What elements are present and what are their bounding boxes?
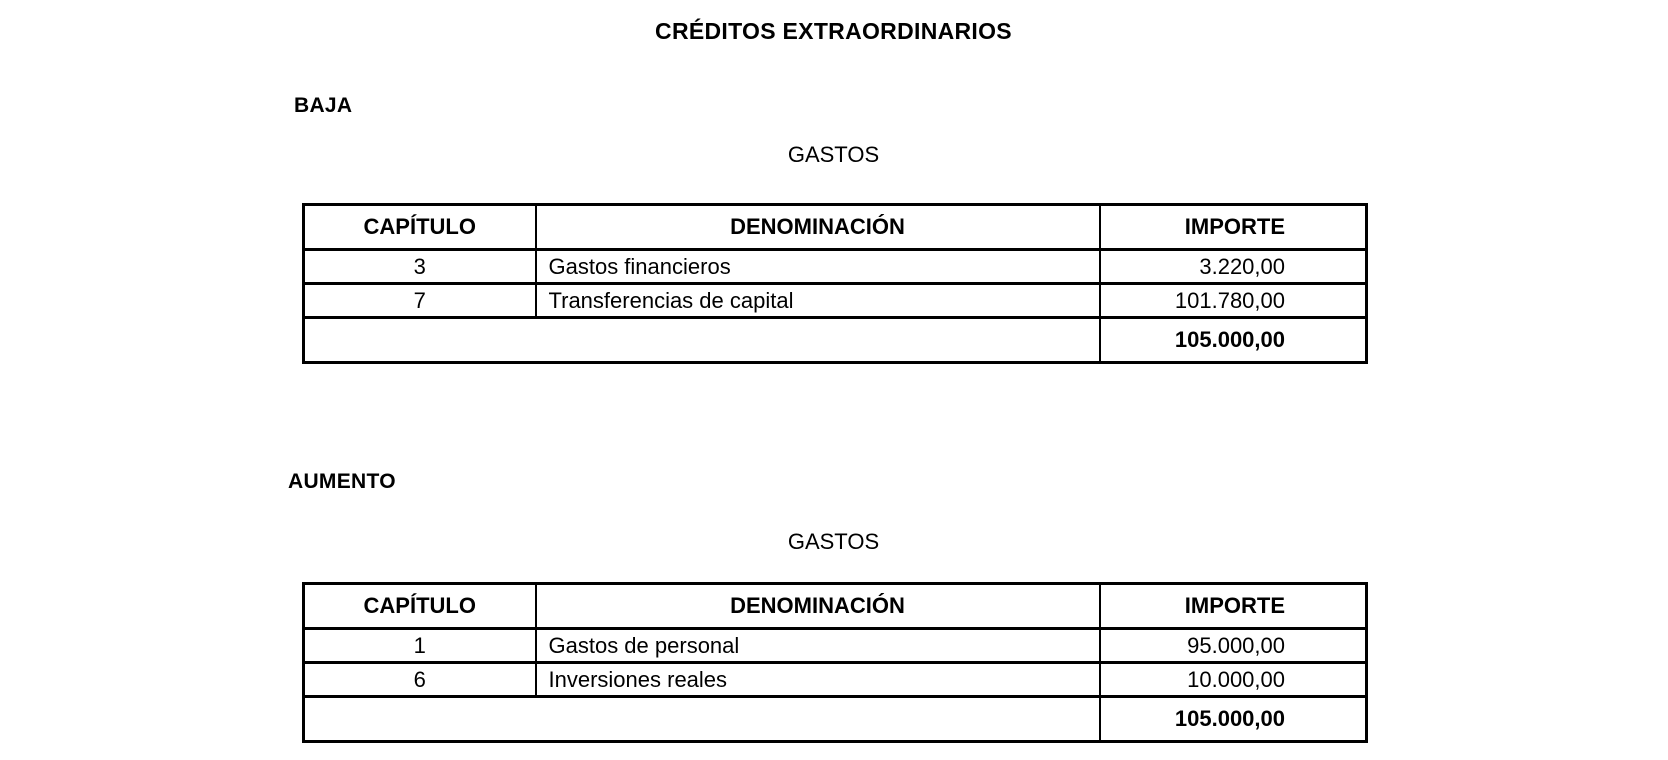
document-title: CRÉDITOS EXTRAORDINARIOS	[655, 18, 1012, 44]
header-capitulo: CAPÍTULO	[304, 205, 536, 250]
table-aumento-gastos	[302, 582, 1368, 743]
cell-importe: 101.780,00	[1100, 284, 1367, 318]
table-row	[304, 284, 1367, 318]
header-denominacion: DENOMINACIÓN	[536, 205, 1100, 250]
table-row	[304, 663, 1367, 697]
cell-denominacion: Gastos de personal	[536, 629, 1100, 663]
cell-denominacion: Transferencias de capital	[536, 284, 1100, 318]
header-importe: IMPORTE	[1100, 584, 1367, 629]
table-header-row	[304, 584, 1367, 629]
table-baja-gastos	[302, 203, 1368, 364]
cell-capitulo: 7	[304, 284, 536, 318]
total-empty-cell	[304, 318, 1100, 363]
table-subtitle-gastos-baja: GASTOS	[787, 142, 880, 167]
cell-denominacion: Inversiones reales	[536, 663, 1100, 697]
table-header-row	[304, 205, 1367, 250]
cell-importe: 95.000,00	[1100, 629, 1367, 663]
cell-denominacion: Gastos financieros	[536, 250, 1100, 284]
cell-importe: 10.000,00	[1100, 663, 1367, 697]
table-total-row	[304, 318, 1367, 363]
header-capitulo: CAPÍTULO	[304, 584, 536, 629]
total-importe: 105.000,00	[1100, 318, 1367, 363]
table-total-row	[304, 697, 1367, 742]
cell-capitulo: 3	[304, 250, 536, 284]
table-row	[304, 629, 1367, 663]
total-importe: 105.000,00	[1100, 697, 1367, 742]
cell-capitulo: 1	[304, 629, 536, 663]
table-subtitle-gastos-aumento: GASTOS	[787, 529, 880, 554]
total-empty-cell	[304, 697, 1100, 742]
section-label-baja: BAJA	[294, 94, 353, 117]
header-denominacion: DENOMINACIÓN	[536, 584, 1100, 629]
cell-importe: 3.220,00	[1100, 250, 1367, 284]
header-importe: IMPORTE	[1100, 205, 1367, 250]
section-label-aumento: AUMENTO	[288, 470, 396, 493]
cell-capitulo: 6	[304, 663, 536, 697]
table-row	[304, 250, 1367, 284]
